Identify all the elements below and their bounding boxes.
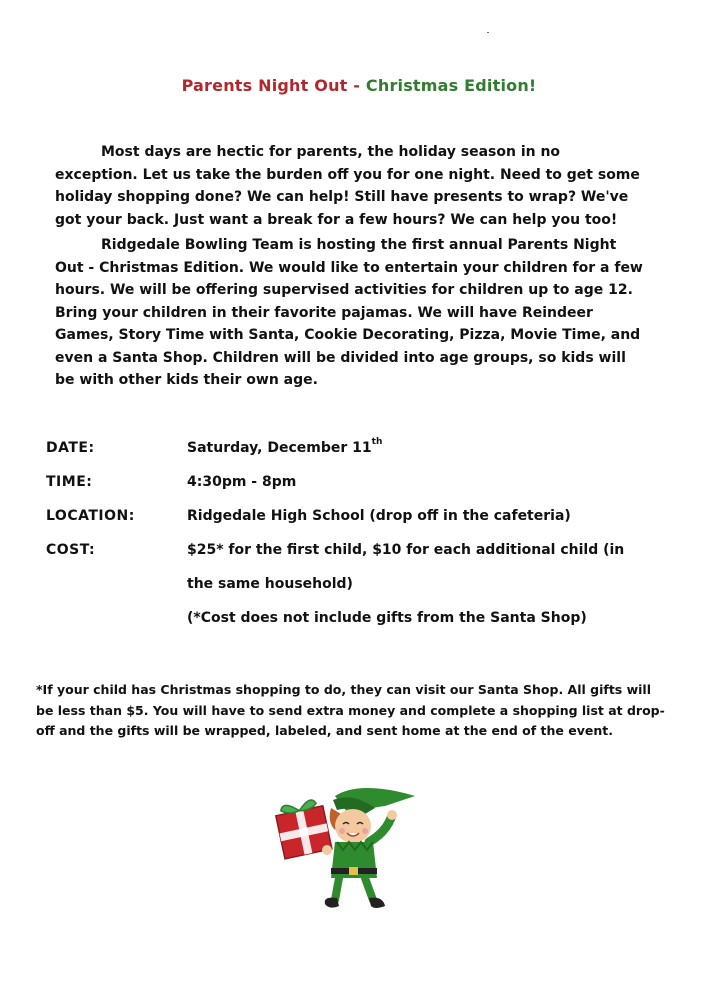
paragraph-text: Most days are hectic for parents, the holiday season in no exception. Let us take the burden off you for one night. Need to get some holiday shopping done? We can help! Still have presents to wrap? We've got your back. Just want a break for a few hours? We can help you too!	[55, 144, 640, 228]
scan-speck	[487, 32, 489, 33]
date-value	[187, 437, 383, 456]
cost-row-continued	[44, 576, 664, 600]
paragraph-text: Ridgedale Bowling Team is hosting the first annual Parents Night Out - Christmas Edition. We would like to entertain your children for a few hours. We will be offering supervised activities for children up to age 12. Bring your children in their favorite pajamas. We will have Reindeer Games, Story Time with Santa, Cookie Decorating, Pizza, Movie Time, and even a Santa Shop. Children will be divided into age groups, so kids will be with other kids their own age.	[55, 237, 643, 388]
date-label: DATE:	[46, 440, 95, 456]
cost-note-row	[44, 610, 664, 634]
time-value: 4:30pm - 8pm	[187, 474, 297, 490]
cost-label: COST:	[46, 542, 96, 558]
cost-note: (*Cost does not include gifts from the Santa Shop)	[187, 610, 587, 626]
date-suffix: th	[371, 437, 383, 447]
time-label: TIME:	[46, 474, 93, 490]
cost-row	[44, 542, 664, 566]
date-row	[44, 437, 664, 464]
santa-shop-footnote: *If your child has Christmas shopping to do, they can visit our Santa Shop. All gifts will be less than $5. You will have to send extra money and complete a shopping list at drop-off and the gifts will be wrapped, labeled, and sent home at the end of the event.	[36, 682, 665, 738]
location-value: Ridgedale High School (drop off in the cafeteria)	[187, 508, 571, 524]
time-row	[44, 474, 664, 498]
location-label: LOCATION:	[46, 508, 135, 524]
event-description-paragraph	[55, 234, 645, 392]
cost-value-line2: the same household)	[187, 576, 353, 592]
title-part-green: Christmas Edition!	[365, 76, 537, 95]
title-part-red: Parents Night Out -	[181, 76, 361, 95]
location-row	[44, 508, 664, 532]
cost-value-line1: $25* for the first child, $10 for each additional child (in	[187, 542, 625, 558]
elf-with-gift-icon	[265, 778, 435, 918]
date-text: Saturday, December 11	[187, 440, 372, 456]
intro-paragraph	[55, 141, 645, 231]
flyer-title	[0, 76, 718, 95]
